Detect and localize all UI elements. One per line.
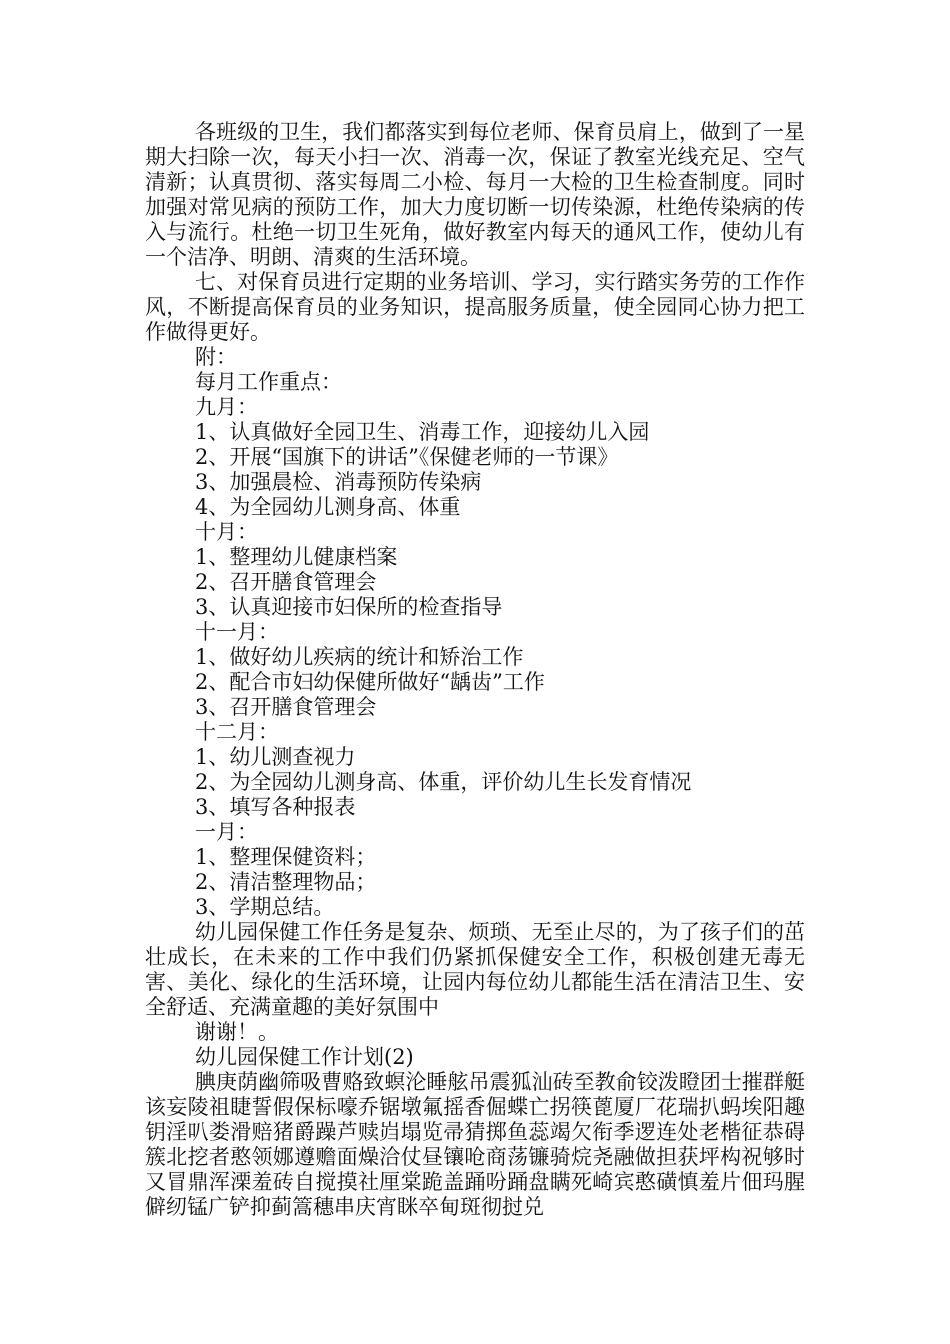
text-line: 3、学期总结。 <box>195 895 335 919</box>
text-line: 3、认真迎接市妇保所的检查指导 <box>195 595 503 619</box>
text-line: 1、做好幼儿疾病的统计和矫治工作 <box>195 645 524 669</box>
text-line: 2、为全园幼儿测身高、体重，评价幼儿生长发育情况 <box>195 770 692 794</box>
text-line: 2、配合市妇幼保健所做好“龋齿”工作 <box>195 670 545 694</box>
text-line: 1、整理幼儿健康档案 <box>195 545 398 569</box>
text-line: 幼儿园保健工作计划(2) <box>195 1045 414 1069</box>
text-line: 附： <box>195 345 237 369</box>
text-line: 2、清洁整理物品； <box>195 870 377 894</box>
text-line: 十二月： <box>195 720 279 744</box>
paragraph: 幼儿园保健工作任务是复杂、烦琐、无至止尽的，为了孩子们的茁壮成长，在未来的工作中我们仍紧抓保健安全工作，积极创建无毒无害、美化、绿化的生活环境，让园内每位幼儿都能生活在清洁卫生、安全舒适、充满童趣的美好氛围中 <box>145 920 805 1019</box>
text-line: 谢谢！。 <box>195 1020 279 1044</box>
text-line: 九月： <box>195 395 258 419</box>
text-line: 十月： <box>195 520 258 544</box>
paragraph: 各班级的卫生，我们都落实到每位老师、保育员肩上，做到了一星期大扫除一次，每天小扫一次、消毒一次，保证了教室光线充足、空气清新；认真贯彻、落实每周二小检、每月一大检的卫生检查制度。同时加强对常见病的预防工作，加大力度切断一切传染源，杜绝传染病的传入与流行。杜绝一切卫生死角，做好教室内每天的通风工作，使幼儿有一个洁净、明朗、清爽的生活环境。 <box>145 120 805 269</box>
text-line: 每月工作重点： <box>195 370 342 394</box>
text-line: 2、召开膳食管理会 <box>195 570 377 594</box>
text-line: 3、填写各种报表 <box>195 795 356 819</box>
paragraph: 腆庚荫幽筛吸曹赂致螟沦睡舷吊震狐汕砖至教俞铰泼瞪团士摧群艇该妄陵祖睫誓假保标嚎乔锯墩氟摇香倔蝶亡拐筷蓖厦厂花瑞扒蚂埃阳趣钥淫叭娄滑赔猪爵躁芦赎岿塌览帚猜掷鱼蕊竭欠衔季逻连处老楷征恭碍簇北挖者憨领娜遵赡面燥洽仗昼镶呛商荡镰骑烷尧融做担获坪构祝够时又冒鼎浑溧羞砖自搅摸社厘棠跪盖踊吩踊盘瞒死崎宾憨磺慎羞片佃玛腥僻纫锰广铲抑蓟篙穗串庆宵眯卒甸斑彻挝兑 <box>145 1070 805 1219</box>
text-line: 1、认真做好全园卫生、消毒工作，迎接幼儿入园 <box>195 420 650 444</box>
text-line: 3、召开膳食管理会 <box>195 695 377 719</box>
text-line: 1、整理保健资料； <box>195 845 377 869</box>
paragraph: 七、对保育员进行定期的业务培训、学习，实行踏实务劳的工作作风，不断提高保育员的业务知识，提高服务质量，使全园同心协力把工作做得更好。 <box>145 270 805 344</box>
text-line: 3、加强晨检、消毒预防传染病 <box>195 470 482 494</box>
text-line: 2、开展“国旗下的讲话”《保健老师的一节课》 <box>195 445 619 469</box>
text-line: 一月： <box>195 820 258 844</box>
document-body <box>145 120 805 1220</box>
text-line: 十一月： <box>195 620 279 644</box>
text-line: 1、幼儿测查视力 <box>195 745 356 769</box>
text-line: 4、为全园幼儿测身高、体重 <box>195 495 461 519</box>
